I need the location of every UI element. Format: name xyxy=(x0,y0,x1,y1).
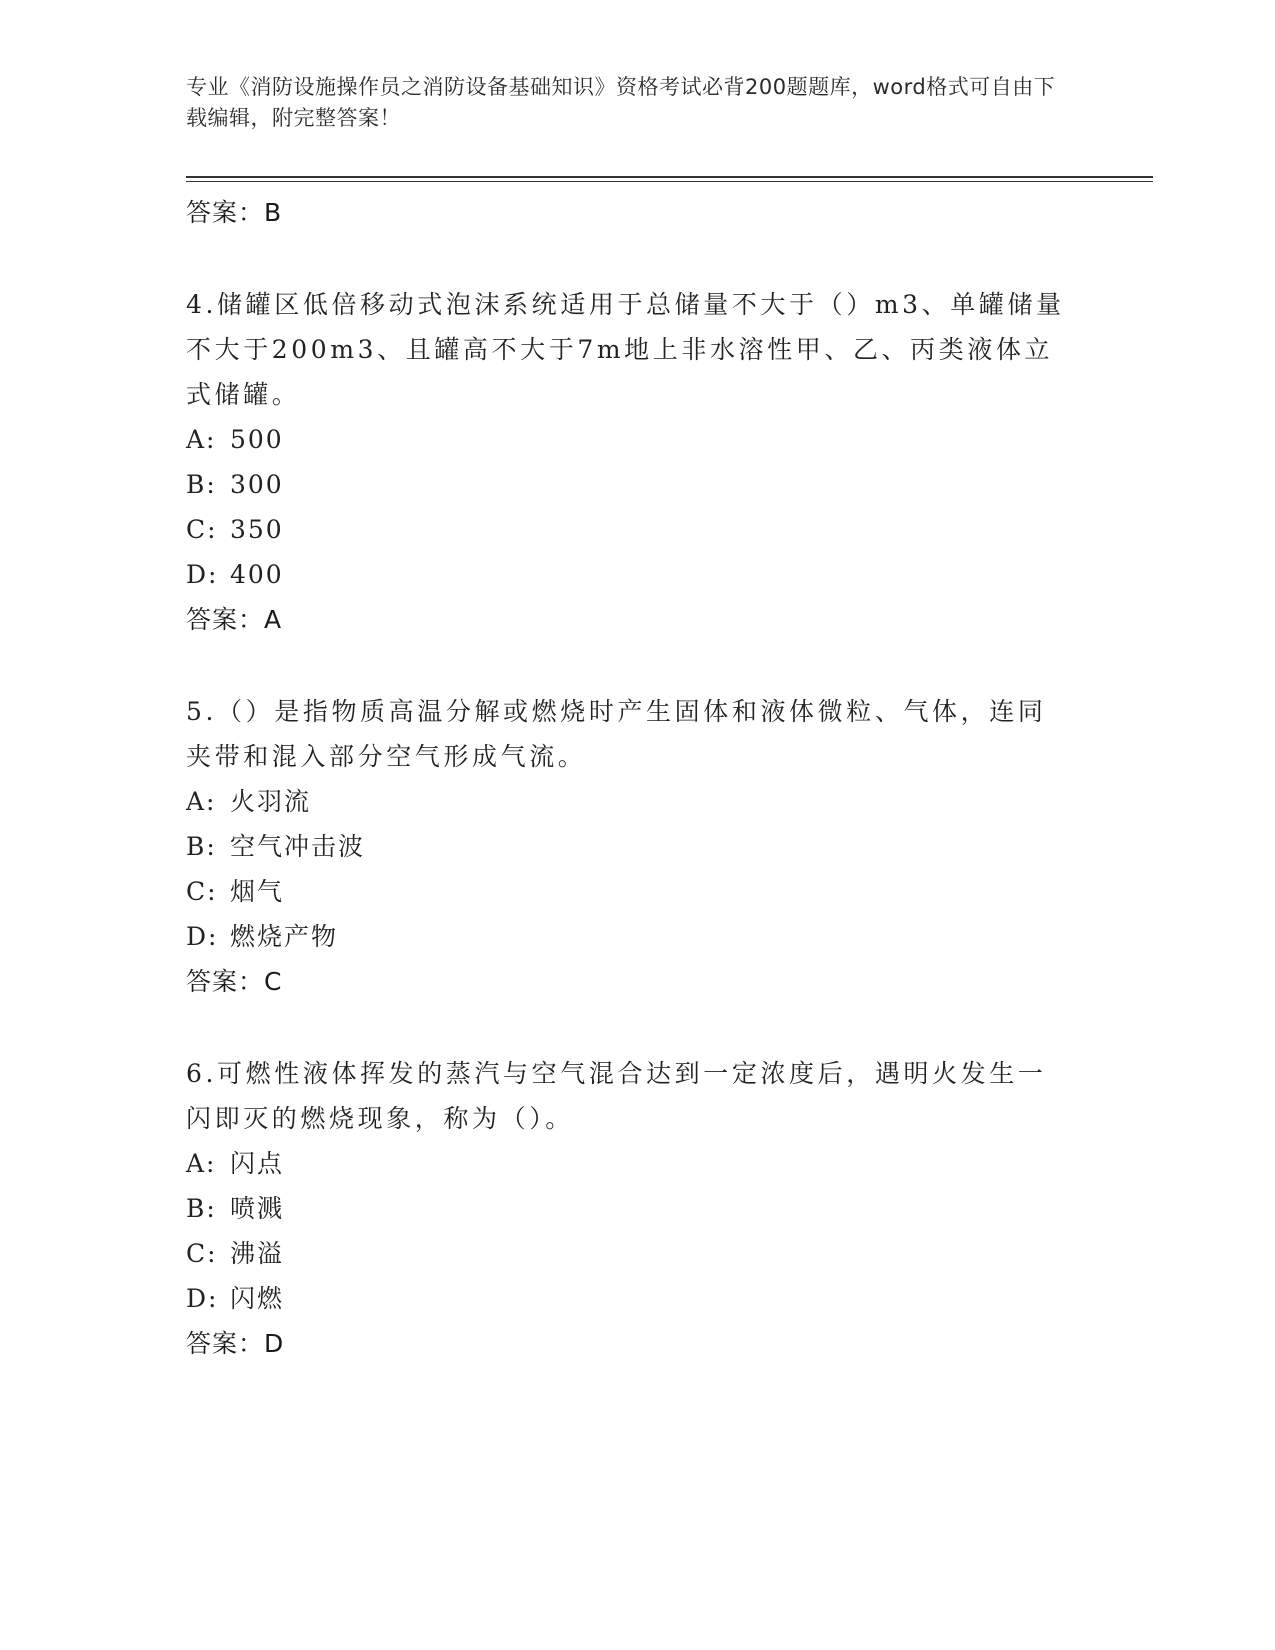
question-block xyxy=(186,1051,1066,1366)
option-letter: C: xyxy=(186,515,218,544)
option-letter: B: xyxy=(186,470,217,499)
question-list xyxy=(186,190,1066,1366)
spacer xyxy=(186,235,1066,282)
question-text: 4.储罐区低倍移动式泡沫系统适用于总储量不大于（）m3、单罐储量不大于200m3、且罐高不大于7m地上非水溶性甲、乙、丙类液体立式储罐。 xyxy=(186,290,1065,409)
option-letter: D: xyxy=(186,560,219,589)
option-c xyxy=(186,869,1066,914)
option-d xyxy=(186,914,1066,959)
option-b xyxy=(186,824,1066,869)
question-answer: 答案：A xyxy=(186,605,283,634)
previous-answer: 答案：B xyxy=(186,198,283,227)
option-value: 空气冲击波 xyxy=(230,832,366,861)
option-c xyxy=(186,507,1066,552)
option-value: 火羽流 xyxy=(230,787,312,816)
option-value: 闪点 xyxy=(230,1149,285,1178)
option-letter: C: xyxy=(186,877,218,906)
option-value: 喷溅 xyxy=(230,1194,285,1223)
option-a xyxy=(186,1141,1066,1186)
option-b xyxy=(186,1186,1066,1231)
option-value: 烟气 xyxy=(230,877,285,906)
option-b xyxy=(186,462,1066,507)
option-letter: A: xyxy=(186,787,217,816)
option-c xyxy=(186,1231,1066,1276)
spacer xyxy=(186,642,1066,689)
document-header: 专业《消防设施操作员之消防设备基础知识》资格考试必背200题题库，word格式可自由下载编辑，附完整答案！ xyxy=(186,75,1056,130)
header-divider xyxy=(186,176,1153,178)
header-divider-thin xyxy=(186,181,1153,182)
option-letter: A: xyxy=(186,1149,217,1178)
option-letter: D: xyxy=(186,1284,219,1313)
option-letter: D: xyxy=(186,922,219,951)
option-letter: C: xyxy=(186,1239,218,1268)
question-block xyxy=(186,689,1066,1004)
option-value: 300 xyxy=(230,470,284,499)
option-a xyxy=(186,779,1066,824)
option-letter: B: xyxy=(186,1194,217,1223)
question-text: 5.（）是指物质高温分解或燃烧时产生固体和液体微粒、气体，连同夹带和混入部分空气形成气流。 xyxy=(186,697,1047,771)
option-d xyxy=(186,552,1066,597)
question-answer: 答案：C xyxy=(186,967,283,996)
option-letter: A: xyxy=(186,425,217,454)
option-a xyxy=(186,417,1066,462)
spacer xyxy=(186,1004,1066,1051)
option-value: 350 xyxy=(230,515,284,544)
option-value: 沸溢 xyxy=(230,1239,285,1268)
option-d xyxy=(186,1276,1066,1321)
option-value: 500 xyxy=(230,425,284,454)
option-letter: B: xyxy=(186,832,217,861)
option-value: 闪燃 xyxy=(230,1284,285,1313)
question-text: 6.可燃性液体挥发的蒸汽与空气混合达到一定浓度后，遇明火发生一闪即灭的燃烧现象，称为（）。 xyxy=(186,1059,1047,1133)
question-block xyxy=(186,282,1066,642)
question-answer: 答案：D xyxy=(186,1329,285,1358)
option-value: 燃烧产物 xyxy=(230,922,339,951)
option-value: 400 xyxy=(230,560,284,589)
